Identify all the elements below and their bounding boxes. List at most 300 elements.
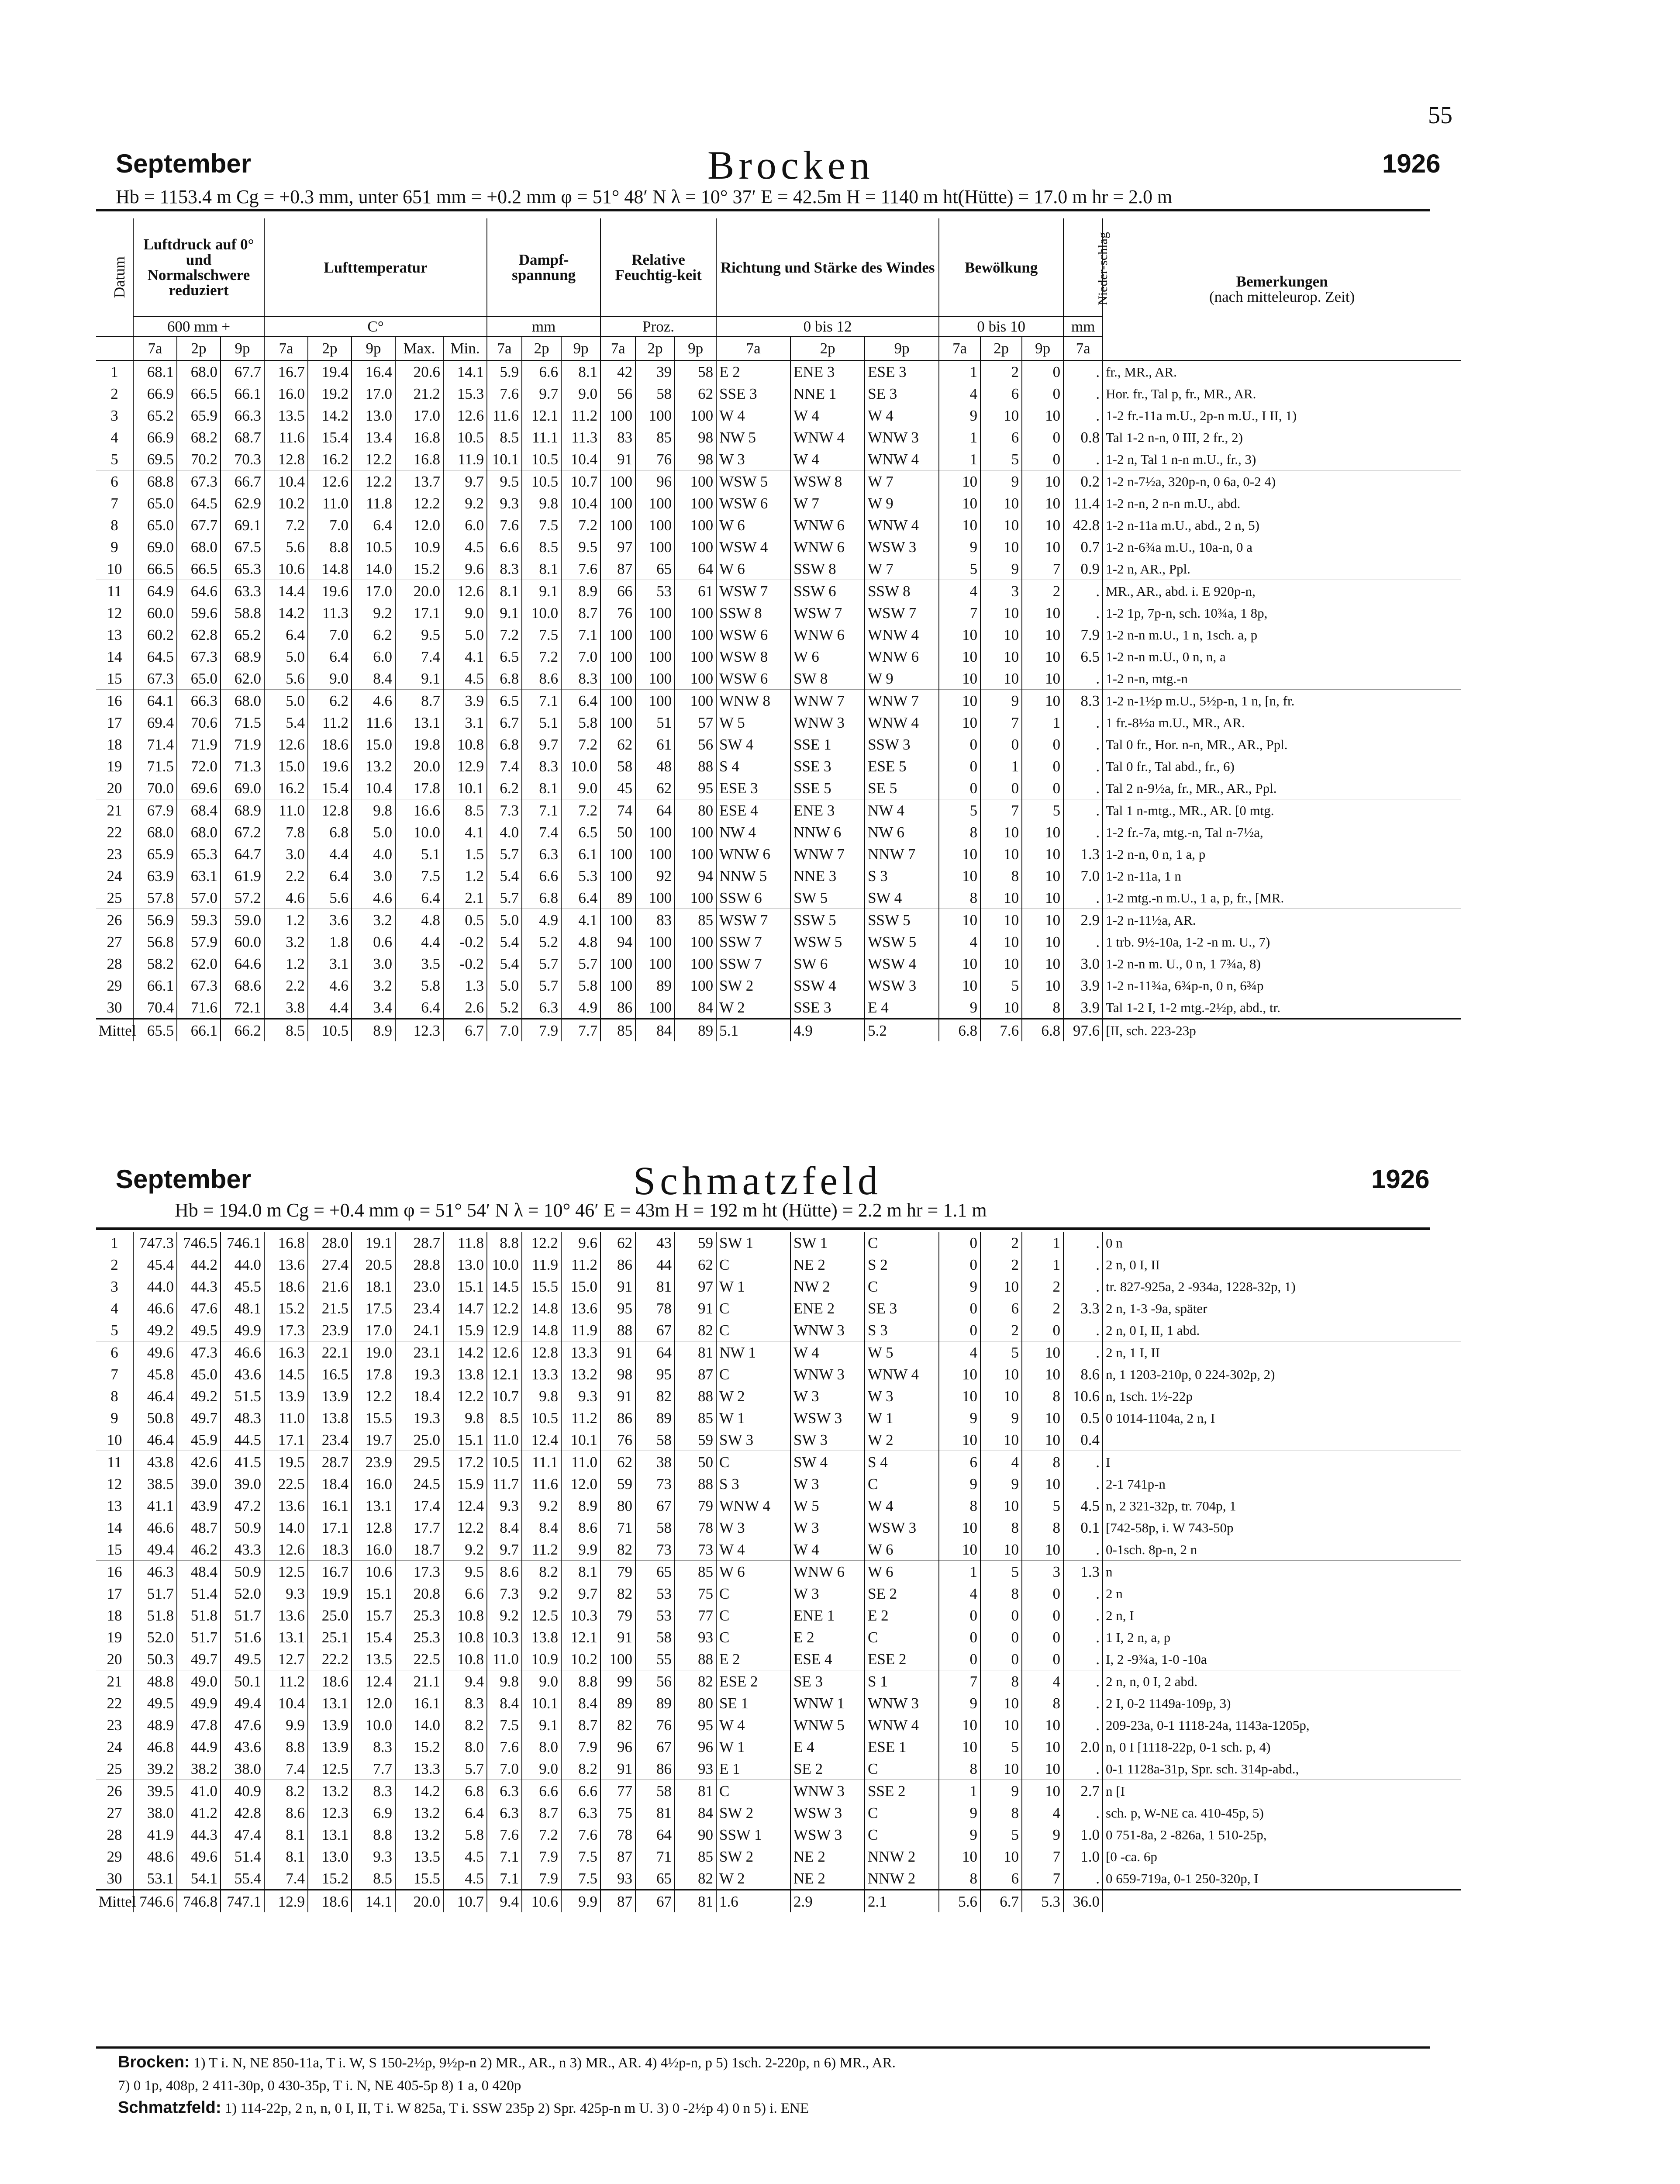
value-cell: 19.7 — [352, 1429, 395, 1451]
value-cell: 100 — [600, 667, 635, 690]
value-cell: 0 — [980, 1604, 1022, 1626]
value-cell: 11.9 — [522, 1254, 561, 1275]
value-cell: 8.3 — [561, 667, 600, 690]
value-cell: 8 — [1022, 1385, 1063, 1407]
table-row — [96, 558, 1461, 580]
value-cell: 100 — [635, 887, 675, 909]
table-row — [96, 1451, 1461, 1473]
value-cell: 22.1 — [308, 1341, 352, 1364]
value-cell: . — [1063, 404, 1103, 426]
schmatzfeld-year: 1926 — [1371, 1165, 1430, 1194]
value-cell: 7.5 — [487, 1714, 522, 1736]
remark-cell — [1103, 1890, 1461, 1913]
header-temperature: Lufttemperatur — [264, 218, 487, 317]
value-cell: . — [1063, 931, 1103, 953]
value-cell: 11.0 — [487, 1429, 522, 1451]
value-cell: 60.2 — [133, 624, 177, 646]
value-cell: NNE 1 — [790, 383, 865, 404]
value-cell: 4.0 — [487, 821, 522, 843]
sub-7a: 7a — [264, 336, 308, 360]
value-cell: 9.0 — [561, 383, 600, 404]
value-cell: 15.4 — [308, 426, 352, 448]
value-cell: W 3 — [716, 1517, 790, 1538]
value-cell: 13.9 — [308, 1736, 352, 1758]
value-cell: 10 — [1022, 1341, 1063, 1364]
remark-cell: 1 trb. 9½-10a, 1-2 -n m. U., 7) — [1106, 934, 1270, 950]
value-cell: 41.1 — [133, 1495, 177, 1517]
value-cell: 68.0 — [177, 360, 221, 383]
value-cell: 42.8 — [221, 1802, 264, 1824]
value-cell: 8.1 — [522, 777, 561, 799]
value-cell: 18.6 — [308, 733, 352, 755]
value-cell: 16.0 — [352, 1538, 395, 1561]
value-cell: 11.2 — [308, 712, 352, 733]
value-cell: 8.3 — [487, 558, 522, 580]
value-cell: 6.4 — [352, 514, 395, 536]
value-cell: W 2 — [865, 1429, 939, 1451]
value-cell: WNW 7 — [790, 843, 865, 865]
value-cell: 10 — [1022, 492, 1063, 514]
value-cell: W 4 — [716, 1714, 790, 1736]
value-cell: 23.1 — [395, 1341, 443, 1364]
value-cell: 7.2 — [487, 624, 522, 646]
table-row — [96, 514, 1461, 536]
value-cell: 68.7 — [221, 426, 264, 448]
value-cell: 69.5 — [133, 448, 177, 470]
value-cell: 7.7 — [561, 1019, 600, 1042]
value-cell: 62 — [600, 733, 635, 755]
value-cell: 9.7 — [522, 733, 561, 755]
value-cell: 5.7 — [561, 953, 600, 975]
value-cell: SSW 6 — [716, 887, 790, 909]
header-wind: Richtung und Stärke des Windes — [716, 218, 939, 317]
value-cell: S 4 — [716, 755, 790, 777]
value-cell: 7.1 — [561, 624, 600, 646]
value-cell: 9.5 — [443, 1561, 487, 1583]
value-cell: 10 — [980, 1385, 1022, 1407]
value-cell: 17.0 — [352, 580, 395, 602]
value-cell: 3.0 — [1063, 953, 1103, 975]
unit-temperature: C° — [264, 317, 487, 336]
value-cell: 13.1 — [308, 1824, 352, 1845]
value-cell: 12.0 — [395, 514, 443, 536]
value-cell: 7.4 — [264, 1758, 308, 1780]
value-cell: 18.6 — [264, 1275, 308, 1297]
value-cell: NNW 5 — [716, 865, 790, 887]
value-cell: 52.0 — [133, 1626, 177, 1648]
value-cell: 76 — [600, 602, 635, 624]
value-cell: 38 — [635, 1451, 675, 1473]
value-cell: 9 — [939, 1692, 980, 1714]
value-cell: 8.9 — [352, 1019, 395, 1042]
value-cell: 0 — [939, 733, 980, 755]
value-cell: 14.2 — [308, 404, 352, 426]
table-row — [96, 624, 1461, 646]
value-cell: W 6 — [865, 1538, 939, 1561]
value-cell: 100 — [675, 404, 716, 426]
sub-7a: 7a — [487, 336, 522, 360]
value-cell: 10 — [980, 646, 1022, 667]
value-cell: 47.6 — [221, 1714, 264, 1736]
table-row — [96, 1692, 1461, 1714]
value-cell: 7.9 — [522, 1019, 561, 1042]
value-cell: . — [1063, 712, 1103, 733]
value-cell: 8.9 — [561, 1495, 600, 1517]
value-cell: 67.3 — [177, 470, 221, 493]
value-cell: 21.1 — [395, 1670, 443, 1693]
value-cell: 19.3 — [395, 1407, 443, 1429]
value-cell: 8.4 — [352, 667, 395, 690]
value-cell: 1.0 — [1063, 1845, 1103, 1867]
value-cell: 48.8 — [133, 1670, 177, 1693]
value-cell: 95 — [675, 1714, 716, 1736]
value-cell: 12.4 — [443, 1495, 487, 1517]
value-cell: 2.2 — [264, 975, 308, 996]
value-cell: 8.2 — [264, 1780, 308, 1802]
value-cell: 3 — [980, 580, 1022, 602]
value-cell: ESE 2 — [865, 1648, 939, 1670]
remark-cell: 1-2 n-n m.U., 0 n, n, a — [1106, 649, 1226, 664]
value-cell: 18.7 — [395, 1538, 443, 1561]
value-cell: 67.3 — [133, 667, 177, 690]
value-cell: 8.4 — [487, 1692, 522, 1714]
value-cell: 0 — [980, 1648, 1022, 1670]
value-cell: 5 — [980, 448, 1022, 470]
value-cell: 6.6 — [487, 536, 522, 558]
value-cell: WSW 3 — [790, 1824, 865, 1845]
value-cell: 85 — [675, 1845, 716, 1867]
remark-cell: 1-2 n, Tal 1 n-n m.U., fr., 3) — [1106, 451, 1256, 467]
value-cell: NNW 2 — [865, 1845, 939, 1867]
value-cell: 10 — [980, 909, 1022, 931]
value-cell: 25.0 — [395, 1429, 443, 1451]
value-cell: 70.6 — [177, 712, 221, 733]
value-cell: 93 — [600, 1867, 635, 1890]
schmatzfeld-month: September — [116, 1165, 252, 1194]
table-row — [96, 1297, 1461, 1319]
value-cell: 11.0 — [264, 799, 308, 822]
value-cell: 9.3 — [487, 1495, 522, 1517]
value-cell: 10.1 — [561, 1429, 600, 1451]
value-cell: W 9 — [865, 667, 939, 690]
value-cell: . — [1063, 1758, 1103, 1780]
value-cell: 7.2 — [522, 646, 561, 667]
value-cell: 51.8 — [177, 1604, 221, 1626]
value-cell: 81 — [675, 1341, 716, 1364]
value-cell: E 2 — [716, 1648, 790, 1670]
value-cell: 0 — [1022, 1604, 1063, 1626]
value-cell: 71.3 — [221, 755, 264, 777]
value-cell: 98 — [675, 426, 716, 448]
day-cell: 12 — [96, 1473, 133, 1495]
value-cell: 100 — [675, 470, 716, 493]
value-cell: 0.1 — [1063, 1517, 1103, 1538]
value-cell: 1.0 — [1063, 1824, 1103, 1845]
value-cell: 81 — [675, 1780, 716, 1802]
value-cell: 15.1 — [443, 1429, 487, 1451]
value-cell: 4.6 — [352, 887, 395, 909]
value-cell: 4.5 — [443, 536, 487, 558]
value-cell: 49.4 — [133, 1538, 177, 1561]
value-cell: 13.2 — [308, 1780, 352, 1802]
value-cell: 53.1 — [133, 1867, 177, 1890]
value-cell: 64.6 — [221, 953, 264, 975]
sub-2p: 2p — [308, 336, 352, 360]
value-cell: 6 — [939, 1451, 980, 1473]
value-cell: 10.4 — [264, 470, 308, 493]
value-cell: 60.0 — [221, 931, 264, 953]
value-cell: 18.3 — [308, 1538, 352, 1561]
table-row — [96, 712, 1461, 733]
value-cell: 100 — [635, 996, 675, 1019]
value-cell: 28.7 — [395, 1232, 443, 1254]
value-cell: WSW 7 — [716, 909, 790, 931]
value-cell: NW 5 — [716, 426, 790, 448]
value-cell: SE 1 — [716, 1692, 790, 1714]
value-cell: 21.2 — [395, 383, 443, 404]
table-row — [96, 1385, 1461, 1407]
value-cell: 12.1 — [522, 404, 561, 426]
value-cell: 10.5 — [522, 448, 561, 470]
value-cell: SE 3 — [865, 383, 939, 404]
value-cell: 78 — [675, 1517, 716, 1538]
value-cell: . — [1063, 1319, 1103, 1341]
value-cell: 8.2 — [561, 1758, 600, 1780]
value-cell: 22.5 — [264, 1473, 308, 1495]
value-cell: 89 — [635, 1407, 675, 1429]
value-cell: 17.1 — [264, 1429, 308, 1451]
sub-min: Min. — [443, 336, 487, 360]
value-cell: 4.1 — [443, 646, 487, 667]
value-cell: 20.6 — [395, 360, 443, 383]
remark-cell: 1-2 n-n, 0 n, 1 a, p — [1106, 846, 1206, 862]
value-cell: 3.1 — [443, 712, 487, 733]
value-cell: 66.5 — [133, 558, 177, 580]
value-cell: 57.8 — [133, 887, 177, 909]
value-cell: 10.0 — [352, 1714, 395, 1736]
value-cell: 98 — [600, 1363, 635, 1385]
value-cell: 11.4 — [1063, 492, 1103, 514]
remark-cell: 2 n, 1 I, II — [1106, 1344, 1160, 1360]
value-cell: 100 — [600, 404, 635, 426]
table-row — [96, 646, 1461, 667]
value-cell: 12.7 — [264, 1648, 308, 1670]
value-cell: 15.5 — [522, 1275, 561, 1297]
value-cell: 39.0 — [221, 1473, 264, 1495]
value-cell: 10.9 — [395, 536, 443, 558]
value-cell: 9 — [939, 1473, 980, 1495]
value-cell: 60.0 — [133, 602, 177, 624]
value-cell: 11.2 — [522, 1538, 561, 1561]
value-cell: 70.4 — [133, 996, 177, 1019]
value-cell: 91 — [600, 1626, 635, 1648]
value-cell: 5.8 — [443, 1824, 487, 1845]
value-cell: 1 — [980, 755, 1022, 777]
value-cell: SE 2 — [790, 1758, 865, 1780]
value-cell: 62.8 — [177, 624, 221, 646]
value-cell: 9.2 — [443, 492, 487, 514]
value-cell: 9.7 — [522, 383, 561, 404]
value-cell: 72.0 — [177, 755, 221, 777]
value-cell: 65.0 — [133, 492, 177, 514]
value-cell: 5 — [980, 1341, 1022, 1364]
value-cell: 10.7 — [443, 1890, 487, 1913]
value-cell: 45.9 — [177, 1429, 221, 1451]
value-cell: 7.0 — [308, 514, 352, 536]
value-cell: 15.0 — [352, 733, 395, 755]
day-cell: 20 — [96, 1648, 133, 1670]
value-cell: 82 — [600, 1583, 635, 1604]
value-cell: 10 — [939, 1517, 980, 1538]
value-cell: . — [1063, 887, 1103, 909]
value-cell: 66 — [600, 580, 635, 602]
value-cell: 67 — [635, 1495, 675, 1517]
value-cell: 6.5 — [487, 646, 522, 667]
brocken-year: 1926 — [1382, 149, 1441, 178]
value-cell: 63.1 — [177, 865, 221, 887]
value-cell: WSW 3 — [865, 975, 939, 996]
value-cell: 49.6 — [177, 1845, 221, 1867]
table-row — [96, 996, 1461, 1019]
value-cell: 38.0 — [133, 1802, 177, 1824]
value-cell: 0 — [1022, 1319, 1063, 1341]
value-cell: 8.7 — [395, 690, 443, 712]
value-cell: 65.3 — [221, 558, 264, 580]
value-cell: 63.3 — [221, 580, 264, 602]
value-cell: 12.6 — [264, 733, 308, 755]
value-cell: 28.8 — [395, 1254, 443, 1275]
value-cell: 100 — [600, 646, 635, 667]
value-cell: W 3 — [716, 448, 790, 470]
value-cell: 9.8 — [487, 1670, 522, 1693]
value-cell: 15.1 — [352, 1583, 395, 1604]
day-cell: 28 — [96, 1824, 133, 1845]
value-cell: WNW 6 — [790, 624, 865, 646]
value-cell: 7.2 — [561, 733, 600, 755]
value-cell: WSW 8 — [716, 646, 790, 667]
value-cell: 68.0 — [177, 821, 221, 843]
value-cell: 10.2 — [264, 492, 308, 514]
table-row — [96, 953, 1461, 975]
value-cell: 13.3 — [522, 1363, 561, 1385]
value-cell: 7.6 — [487, 1824, 522, 1845]
value-cell: 46.3 — [133, 1561, 177, 1583]
value-cell: 9 — [980, 1407, 1022, 1429]
value-cell: 100 — [675, 514, 716, 536]
value-cell: C — [716, 1583, 790, 1604]
value-cell: 68.1 — [133, 360, 177, 383]
value-cell: 10 — [980, 624, 1022, 646]
value-cell: 10 — [980, 1714, 1022, 1736]
value-cell: 89 — [600, 1692, 635, 1714]
day-cell: 27 — [96, 1802, 133, 1824]
value-cell: 0 — [939, 1232, 980, 1254]
value-cell: 82 — [675, 1867, 716, 1890]
value-cell: 1.5 — [443, 843, 487, 865]
value-cell: 6.8 — [939, 1019, 980, 1042]
value-cell: WNW 3 — [790, 712, 865, 733]
value-cell: 12.3 — [395, 1019, 443, 1042]
value-cell: WNW 6 — [716, 843, 790, 865]
value-cell: 8.2 — [522, 1561, 561, 1583]
value-cell: 10 — [1022, 1780, 1063, 1802]
value-cell: 2.1 — [443, 887, 487, 909]
value-cell: 80 — [600, 1495, 635, 1517]
table-row — [96, 1670, 1461, 1693]
value-cell: 6.4 — [443, 1802, 487, 1824]
value-cell: 5.1 — [522, 712, 561, 733]
value-cell: 8.5 — [443, 799, 487, 822]
day-cell: 14 — [96, 1517, 133, 1538]
value-cell: 3.3 — [1063, 1297, 1103, 1319]
value-cell: C — [716, 1780, 790, 1802]
value-cell: 50.8 — [133, 1407, 177, 1429]
value-cell: WSW 3 — [790, 1407, 865, 1429]
value-cell: 68.2 — [177, 426, 221, 448]
value-cell: 10.5 — [308, 1019, 352, 1042]
value-cell: 11.7 — [487, 1473, 522, 1495]
table-row — [96, 448, 1461, 470]
day-cell: 18 — [96, 1604, 133, 1626]
value-cell: 44.9 — [177, 1736, 221, 1758]
value-cell: W 6 — [716, 514, 790, 536]
value-cell: 0.9 — [1063, 558, 1103, 580]
value-cell: 8.5 — [487, 1407, 522, 1429]
brocken-station-title: Brocken — [707, 143, 874, 187]
value-cell: 17.1 — [395, 602, 443, 624]
value-cell: 10 — [980, 602, 1022, 624]
value-cell: 8.3 — [352, 1736, 395, 1758]
value-cell: 3.0 — [352, 953, 395, 975]
value-cell: 10.8 — [443, 1648, 487, 1670]
value-cell: 10.6 — [264, 558, 308, 580]
value-cell: 13.5 — [395, 1845, 443, 1867]
value-cell: 76 — [635, 448, 675, 470]
value-cell: 2.0 — [1063, 1736, 1103, 1758]
value-cell: ESE 3 — [865, 360, 939, 383]
value-cell: 12.6 — [308, 470, 352, 493]
value-cell: 6.4 — [308, 865, 352, 887]
value-cell: 89 — [675, 1019, 716, 1042]
day-cell: 10 — [96, 1429, 133, 1451]
value-cell: 0 — [1022, 1626, 1063, 1648]
value-cell: 10.8 — [443, 733, 487, 755]
day-cell: 9 — [96, 536, 133, 558]
value-cell: 9 — [939, 1275, 980, 1297]
value-cell: 5.4 — [487, 953, 522, 975]
value-cell: 87 — [600, 558, 635, 580]
value-cell: 19.4 — [308, 360, 352, 383]
value-cell: 1.2 — [264, 953, 308, 975]
value-cell: 44.0 — [221, 1254, 264, 1275]
value-cell: 13.1 — [264, 1626, 308, 1648]
value-cell: 100 — [635, 821, 675, 843]
value-cell: 23.9 — [352, 1451, 395, 1473]
table-row — [96, 1429, 1461, 1451]
value-cell: 19.0 — [352, 1341, 395, 1364]
remark-cell: 0 n — [1106, 1235, 1123, 1251]
day-cell: 8 — [96, 1385, 133, 1407]
value-cell: 69.1 — [221, 514, 264, 536]
value-cell: 6.3 — [522, 996, 561, 1019]
table-row — [96, 1626, 1461, 1648]
value-cell: W 6 — [865, 1561, 939, 1583]
table-row — [96, 1758, 1461, 1780]
value-cell: C — [716, 1319, 790, 1341]
value-cell: 12.6 — [264, 1538, 308, 1561]
value-cell: 4 — [939, 1341, 980, 1364]
value-cell: 68.8 — [133, 470, 177, 493]
